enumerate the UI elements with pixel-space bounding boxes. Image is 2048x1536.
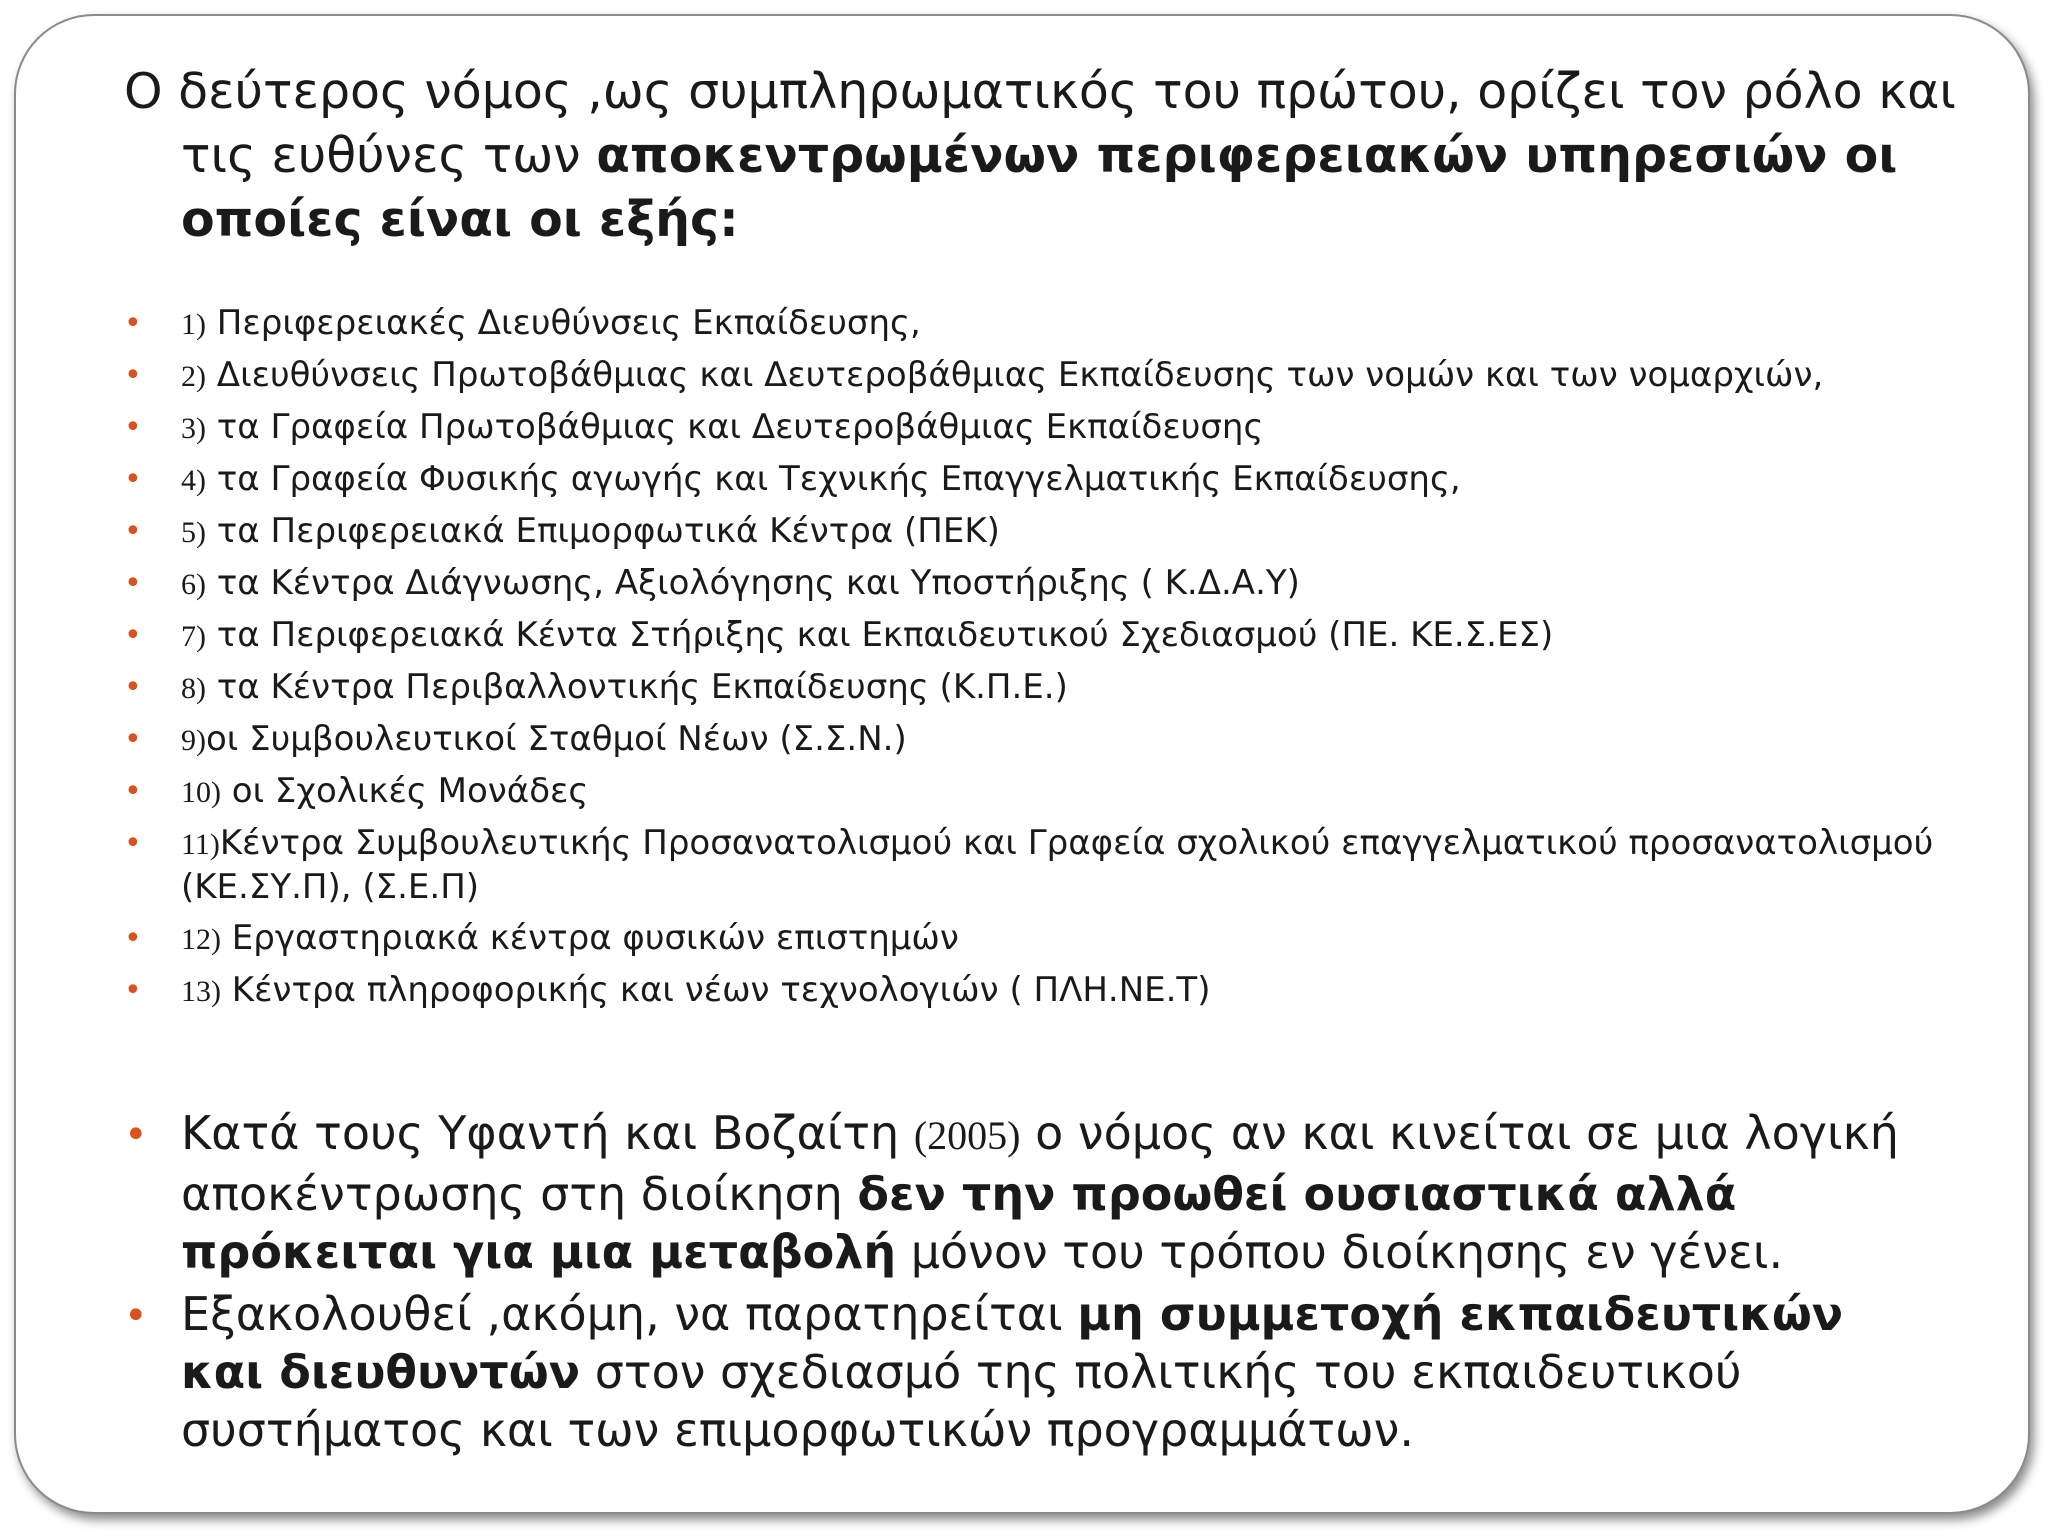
list-item	[124, 406, 1954, 450]
list-item-number: 11)	[181, 828, 220, 861]
closing-p1-text-3: μόνον του τρόπου διοίκησης εν γένει.	[896, 1225, 1784, 1279]
list-item-text: τα Περιφερειακά Κέντα Στήριξης και Εκπαιδευτικού Σχεδιασμού (ΠΕ. ΚΕ.Σ.ΕΣ)	[206, 615, 1554, 655]
list-item	[124, 969, 1954, 1013]
list-item-text: Περιφερειακές Διευθύνσεις Εκπαίδευσης,	[206, 303, 921, 343]
list-item	[124, 354, 1954, 398]
bullet-icon: •	[124, 670, 142, 705]
list-item-text: Κέντρα Συμβουλευτικής Προσανατολισμού και Γραφεία σχολικού επαγγελματικού προσανατολισμού (ΚΕ.ΣΥ.Π), (Σ.Ε.Π)	[181, 823, 1934, 907]
list-item-number: 9)	[181, 724, 206, 757]
closing-p2-bold: μη συμμετοχή εκπαιδευτικών και διευθυντών	[181, 1287, 1844, 1399]
list-item-text: τα Περιφερειακά Επιμορφωτικά Κέντρα (ΠΕΚ)	[206, 511, 1000, 551]
list-item-number: 2)	[181, 360, 206, 393]
bullet-icon: •	[124, 618, 142, 653]
bullet-icon: •	[124, 462, 142, 497]
list-item	[124, 917, 1954, 961]
list-item-number: 7)	[181, 620, 206, 653]
list-item	[124, 510, 1954, 554]
bullet-icon: •	[124, 1293, 148, 1339]
list-item-number: 1)	[181, 308, 206, 341]
services-list	[124, 302, 1954, 1021]
bullet-icon: •	[124, 1112, 148, 1158]
closing-bullets	[124, 1104, 1914, 1463]
list-item-text: τα Κέντρα Διάγνωσης, Αξιολόγησης και Υποστήριξης ( Κ.Δ.Α.Υ)	[206, 563, 1300, 603]
list-item-text: Κέντρα πληροφορικής και νέων τεχνολογιών ( ΠΛΗ.ΝΕ.Τ)	[221, 970, 1211, 1010]
bullet-icon: •	[124, 921, 142, 956]
list-item-number: 13)	[181, 975, 221, 1008]
list-item	[124, 302, 1954, 346]
bullet-icon: •	[124, 566, 142, 601]
list-item-number: 8)	[181, 672, 206, 705]
bullet-icon: •	[124, 358, 142, 393]
list-item	[124, 562, 1954, 606]
intro-bold-text: αποκεντρωμένων περιφερειακών υπηρεσιών οι οποίες είναι οι εξής	[181, 127, 1898, 248]
bullet-icon: •	[124, 514, 142, 549]
list-item-text: οι Σχολικές Μονάδες	[221, 771, 589, 811]
list-item-number: 3)	[181, 412, 206, 445]
list-item-number: 12)	[181, 923, 221, 956]
list-item	[124, 718, 1954, 762]
intro-paragraph	[124, 60, 1981, 252]
list-item	[124, 666, 1954, 710]
list-item	[124, 614, 1954, 658]
list-item-number: 6)	[181, 568, 206, 601]
bullet-icon: •	[124, 774, 142, 809]
intro-text: Ο δεύτερος νόμος ,ως συμπληρωματικός του πρώτου, ορίζει τον ρόλο και τις ευθύνες των	[124, 63, 1956, 184]
closing-p1-text-2: ο νόμος αν και κινείται σε μια λογική αποκέντρωσης στη διοίκηση	[181, 1106, 1899, 1221]
list-item-text: Διευθύνσεις Πρωτοβάθμιας και Δευτεροβάθμιας Εκπαίδευσης των νομών και των νομαρχιών,	[206, 355, 1824, 395]
list-item	[124, 822, 1954, 909]
list-item-text: οι Συμβουλευτικοί Σταθμοί Νέων (Σ.Σ.Ν.)	[206, 719, 907, 759]
closing-paragraph-authors	[124, 1104, 1914, 1281]
closing-paragraph-participation	[124, 1285, 1914, 1459]
bullet-icon: •	[124, 722, 142, 757]
bullet-icon: •	[124, 826, 142, 861]
list-item-text: Εργαστηριακά κέντρα φυσικών επιστημών	[221, 918, 959, 958]
closing-p1-year: (2005)	[913, 1113, 1021, 1158]
list-item-number: 5)	[181, 516, 206, 549]
bullet-icon: •	[124, 306, 142, 341]
list-item-text: τα Γραφεία Φυσικής αγωγής και Τεχνικής Επαγγελματικής Εκπαίδευσης,	[206, 459, 1461, 499]
list-item	[124, 770, 1954, 814]
list-item-text: τα Κέντρα Περιβαλλοντικής Εκπαίδευσης (Κ.Π.Ε.)	[206, 667, 1068, 707]
intro-colon: :	[719, 191, 739, 248]
list-item-number: 4)	[181, 464, 206, 497]
bullet-icon: •	[124, 410, 142, 445]
list-item-text: τα Γραφεία Πρωτοβάθμιας και Δευτεροβάθμιας Εκπαίδευσης	[206, 407, 1264, 447]
bullet-icon: •	[124, 973, 142, 1008]
closing-p2-text: Εξακολουθεί ,ακόμη, να παρατηρείται	[181, 1287, 1078, 1341]
closing-p1-bold: δεν την προωθεί ουσιαστικά αλλά πρόκειται για μια μεταβολή	[181, 1167, 1737, 1279]
closing-p2-text-2: στον σχεδιασμό της πολιτικής του εκπαιδευτικού συστήματος και των επιμορφωτικών προγραμμάτων.	[181, 1345, 1742, 1457]
list-item-number: 10)	[181, 776, 221, 809]
closing-p1-text: Κατά τους Υφαντή και Βοζαίτη	[181, 1106, 914, 1160]
list-item	[124, 458, 1954, 502]
